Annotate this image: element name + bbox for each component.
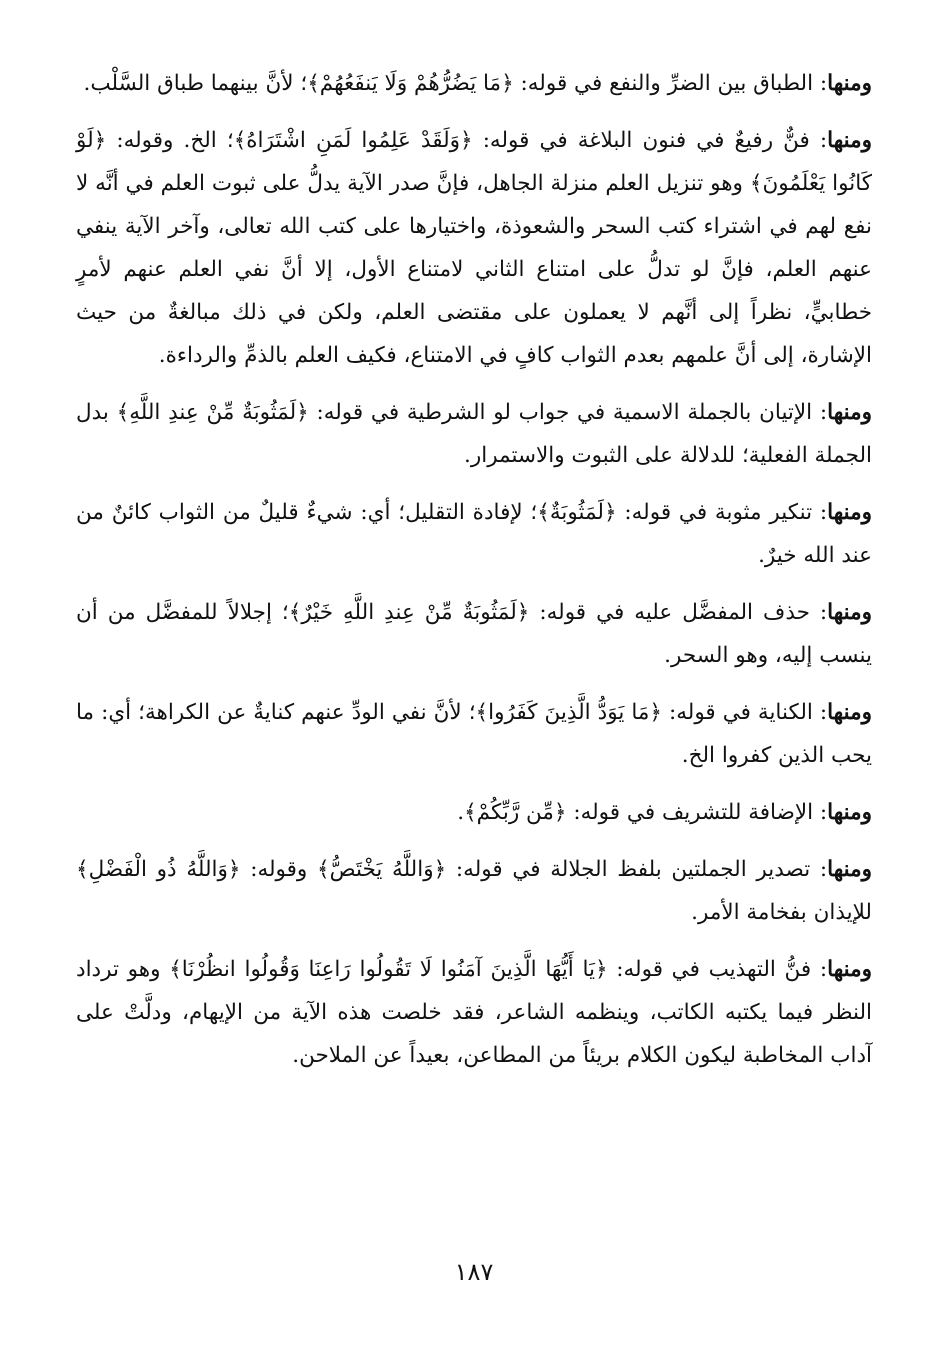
- paragraph-lead: ومنها: [827, 500, 873, 525]
- paragraph-text: ؛ لأنَّ نفي الودِّ عنهم كنايةٌ عن الكراهة؛ أي: ما يحب الذين كفروا الخ.: [76, 700, 872, 768]
- paragraph-text: وهو تنزيل العلم منزلة الجاهل، فإنَّ صدر الآية يدلُّ على ثبوت العلم في أنَّه لا نفع لهم في اشتراء كتب السحر والشعوذة، واختيارها على كتب الله تعالى، وآخر الآية ينفي عنهم العلم، فإنَّ لو تدلُّ على امتناع الثاني لامتناع الأول، إلا أنَّ نفي العلم عنهم لأمرٍ خطابيٍّ، نظراً إلى أنَّهم لا يعملون على مقتضى العلم، ولكن في ذلك مبالغةٌ من حيث الإشارة، إلى أنَّ علمهم بعدم الثواب كافٍ في الامتناع، فكيف العلم بالذمِّ والرداءة.: [76, 171, 872, 368]
- quran-quote: ﴿مَا يَضُرُّهُمْ وَلَا يَنفَعُهُمْ﴾: [307, 71, 514, 96]
- paragraph-text: : فنُّ التهذيب في قوله:: [607, 957, 828, 982]
- quran-quote: ﴿يَا أَيُّهَا الَّذِينَ آمَنُوا لَا تَقُولُوا رَاعِنَا وَقُولُوا انظُرْنَا﴾: [169, 957, 608, 982]
- quran-quote: ﴿وَاللَّهُ يَخْتَصُّ﴾: [317, 857, 447, 882]
- page-number: ١٨٧: [454, 1258, 494, 1286]
- paragraph-majesty: [76, 848, 872, 934]
- paragraph-indefinite: [76, 491, 872, 577]
- paragraph-refinement: [76, 948, 872, 1077]
- quran-quote: ﴿وَاللَّهُ ذُو الْفَضْلِ﴾: [76, 857, 241, 882]
- quran-quote: ﴿لَمَثُوبَةٌ مِّنْ عِندِ اللَّهِ خَيْرٌ﴾: [288, 600, 530, 625]
- paragraph-text: وقوله:: [240, 857, 318, 882]
- paragraph-antithesis: [76, 62, 872, 105]
- paragraph-lead: ومنها: [827, 957, 872, 982]
- paragraph-text: للإيذان بفخامة الأمر.: [691, 900, 872, 925]
- quran-quote: ﴿وَلَقَدْ عَلِمُوا لَمَنِ اشْتَرَاهُ﴾: [233, 128, 473, 153]
- quran-quote: ﴿لَوْ كَانُوا يَعْلَمُونَ﴾: [76, 128, 872, 196]
- paragraph-honorific: [76, 791, 872, 834]
- paragraph-lead: ومنها: [827, 71, 872, 96]
- quran-quote: ﴿لَمَثُوبَةٌ﴾: [537, 500, 617, 525]
- paragraph-text: .: [457, 800, 465, 825]
- paragraph-text: ؛ إجلالاً للمفضَّل من أن ينسب إليه، وهو السحر.: [76, 600, 872, 668]
- quran-quote: ﴿مَا يَوَدُّ الَّذِينَ كَفَرُوا﴾: [475, 700, 662, 725]
- paragraph-metonymy: [76, 691, 872, 777]
- paragraph-lead: ومنها: [827, 600, 872, 625]
- paragraph-text: : فنٌّ رفيعٌ في فنون البلاغة في قوله:: [472, 128, 828, 153]
- paragraph-text: : الطباق بين الضرِّ والنفع في قوله:: [513, 71, 828, 96]
- paragraph-lead: ومنها: [827, 128, 872, 153]
- paragraph-text: وهو ترداد النظر فيما يكتبه الكاتب، وينظمه الشاعر، فقد خلصت هذه الآية من الإيهام، ودلَّتْ على آداب المخاطبة ليكون الكلام بريئاً من المطاعن، بعيداً عن الملاحن.: [76, 957, 872, 1068]
- paragraph-lead: ومنها: [827, 700, 872, 725]
- paragraph-text: ؛ لأنَّ بينهما طباق السَّلْب.: [83, 71, 308, 96]
- paragraph-lead: ومنها: [827, 857, 873, 882]
- paragraph-text: : حذف المفضَّل عليه في قوله:: [529, 600, 828, 625]
- quran-quote: ﴿مِّن رَّبِّكُمْ﴾: [464, 800, 567, 825]
- paragraph-nominal-sentence: [76, 391, 872, 477]
- paragraph-text: : الكناية في قوله:: [661, 700, 828, 725]
- paragraph-text: : تنكير مثوبة في قوله:: [616, 500, 828, 525]
- paragraph-lead: ومنها: [827, 400, 872, 425]
- paragraph-lead: ومنها: [827, 800, 872, 825]
- paragraph-text: : الإتيان بالجملة الاسمية في جواب لو الشرطية في قوله:: [308, 400, 828, 425]
- page-body: [76, 62, 872, 1091]
- paragraph-text: : الإضافة للتشريف في قوله:: [566, 800, 828, 825]
- paragraph-knowledge: [76, 119, 872, 377]
- paragraph-text: : تصدير الجملتين بلفظ الجلالة في قوله:: [446, 857, 828, 882]
- paragraph-text: بدل الجملة الفعلية؛ للدلالة على الثبوت والاستمرار.: [76, 400, 872, 468]
- quran-quote: ﴿لَمَثُوبَةٌ مِّنْ عِندِ اللَّهِ﴾: [116, 400, 309, 425]
- paragraph-text: ؛ لإفادة التقليل؛ أي: شيءٌ قليلٌ من الثواب كائنٌ من عند الله خيرٌ.: [76, 500, 872, 568]
- paragraph-ellipsis: [76, 591, 872, 677]
- paragraph-text: ؛ الخ. وقوله:: [106, 128, 234, 153]
